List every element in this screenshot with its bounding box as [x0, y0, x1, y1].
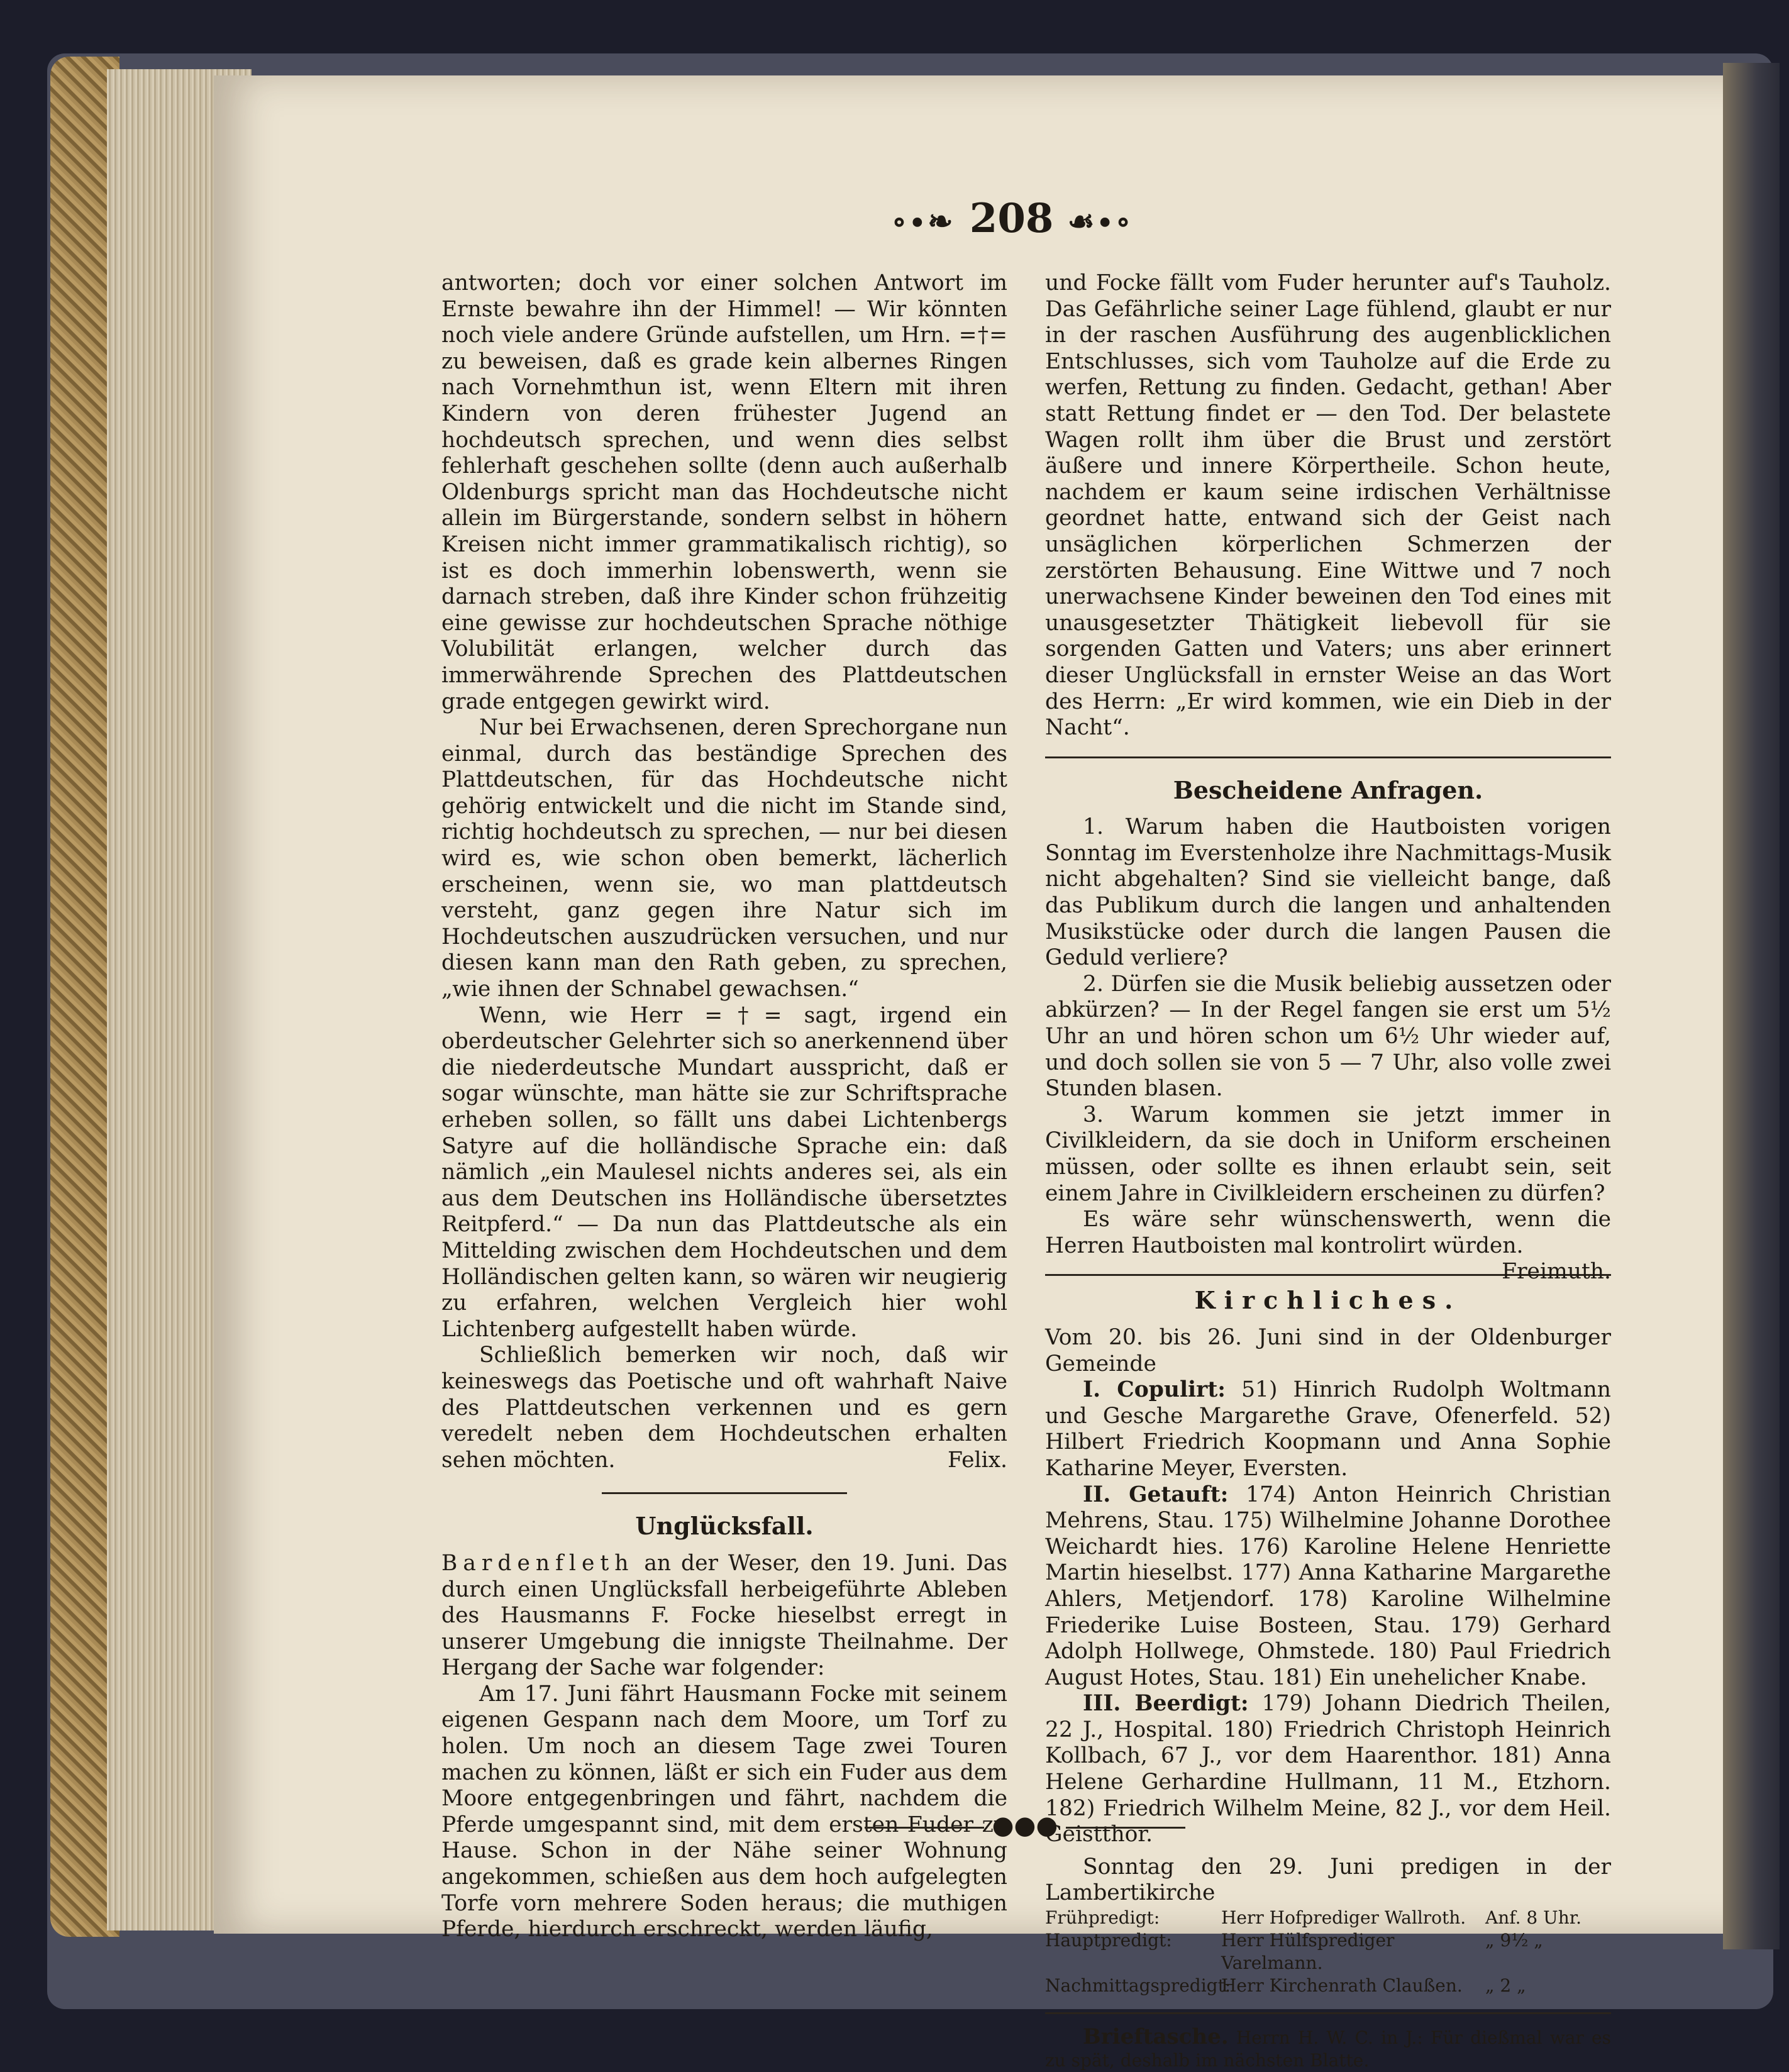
page-number: 208 [969, 195, 1054, 242]
sermon-time: „ 2 „ [1485, 1975, 1526, 1997]
sermon-row [1045, 1907, 1611, 1929]
paragraph [1045, 1377, 1611, 1482]
paragraph-text: 174) Anton Heinrich Christian Mehrens, Stau. 175) Wilhelmine Johanne Dorothee Weichardt hies. 176) Karoline Helene Henriette Martin hieselbst. 177) Anna Katharine Margarethe Ahlers, Metjendorf. 178) Karoline Wilhelmine Friederike Luise Bosteen, Stau. 179) Gerhard Adolph Hollwege, Ohmstede. 180) Paul Friedrich August Hotes, Stau. 181) Ein unehelicher Knabe. [1045, 1482, 1611, 1690]
sermon-name: Hauptpredigt: [1045, 1930, 1172, 1951]
divider [1045, 2012, 1611, 2014]
section-title-kirchliches: Kirchliches. [1194, 1286, 1462, 1315]
paragraph: 1. Warum haben die Hautboisten vorigen Sonntag im Everstenholze ihre Nachmittags-Musik nicht abgehalten? Sind sie vielleicht bange, daß das Publikum durch die langen und anhaltenden Musikstücke oder durch die langen Pausen die Geduld verliere? [1045, 814, 1611, 971]
paragraph [1045, 1482, 1611, 1692]
sermon-preacher: Herr Hülfsprediger Varelmann. [1221, 1930, 1395, 1974]
section-title-unglueck: Unglücksfall. [635, 1512, 814, 1541]
ornament-line [1066, 1827, 1185, 1829]
section-title-anfragen: Bescheidene Anfragen. [1173, 775, 1483, 804]
entry-label: I. Copulirt: [1083, 1377, 1226, 1403]
divider [1045, 756, 1611, 758]
paragraph: Wenn, wie Herr =†= sagt, irgend ein oberdeutscher Gelehrter sich so anerkennend über die niederdeutsche Mundart ausspricht, daß er sogar wünschte, man hätte sie zur Schriftsprache erheben sollen, so fällt uns dabei Lichtenbergs Satyre auf die holländische Sprache ein: daß nämlich „ein Maulesel nichts anderes sei, als ein aus dem Deutschen ins Holländische übersetztes Reitpferd.“ — Da nun das Plattdeutsche als ein Mittelding zwischen dem Hochdeutschen und dem Holländischen gelten kann, so wären wir neugierig zu erfahren, welchen Vergleich hier wohl Lichtenberg aufgestellt haben würde. [441, 1002, 1007, 1342]
right-column [1045, 270, 1611, 2072]
sermon-preacher: Herr Kirchenrath Claußen. [1221, 1975, 1463, 1997]
ornament-right-icon: ☙∙∘ [1067, 204, 1134, 240]
entry-label: Brieftasche. [1083, 2024, 1229, 2050]
paragraph: Nur bei Erwachsenen, deren Sprechorgane nun einmal, durch das beständige Sprechen des Plattdeutschen, für das Hochdeutsche nicht gehörig entwickelt und die nicht im Stande sind, richtig hochdeutsch zu sprechen, — nur bei diesen wird es, wie schon oben bemerkt, lächerlich erscheinen, wenn sie, wo man plattdeutsch versteht, ganz gegen ihre Natur sich im Hochdeutschen auszudrücken versuchen, und nur diesen kann man den Rath geben, zu sprechen, „wie ihnen der Schnabel gewachsen.“ [441, 715, 1007, 1002]
paragraph-text: an der Weser, den 19. Juni. Das durch einen Unglücksfall herbeigeführte Ableben des Hausmanns F. Focke hieselbst erregt in unserer Umgebung die innigste Theilnahme. Der Hergang der Sache war folgender: [441, 1550, 1007, 1681]
paragraph [441, 1551, 1007, 1681]
paragraph-text: 51) Hinrich Rudolph Woltmann und Gesche Margarethe Grave, Ofenerfeld. 52) Hilbert Friedrich Koopmann und Anna Sophie Katharine Meyer, Eversten. [1045, 1377, 1611, 1481]
sermon-preacher: Herr Hofprediger Wallroth. [1221, 1907, 1466, 1929]
ornament-line [865, 1827, 984, 1829]
paragraph [441, 1343, 1007, 1473]
paragraph: 2. Dürfen sie die Musik beliebig aussetzen oder abkürzen? — In der Regel fangen sie erst um 5½ Uhr an und hören schon um 6½ Uhr wieder auf, und doch sollen sie von 5 — 7 Uhr, also volle zwei Stunden blasen. [1045, 971, 1611, 1102]
paragraph-text: 179) Johann Diedrich Theilen, 22 J., Hospital. 180) Friedrich Christoph Heinrich Kollbach, 67 J., vor dem Haarenthor. 181) Anna Helene Gerhardine Hullmann, 11 M., Etzhorn. 182) Friedrich Wilhelm Meine, 82 J., vor dem Heil. Geistthor. [1045, 1691, 1612, 1848]
sermon-name: Frühpredigt: [1045, 1907, 1160, 1929]
signature: Freimuth. [1502, 1259, 1611, 1285]
entry-label: III. Beerdigt: [1083, 1691, 1249, 1717]
dateline-place: Bardenfleth [441, 1550, 634, 1576]
divider [602, 1492, 847, 1494]
paragraph [1045, 2025, 1611, 2072]
paragraph-text: Es wäre sehr wünschenswerth, wenn die Herren Hautboisten mal kontrolirt würden. [1045, 1207, 1611, 1258]
paragraph-text: Schließlich bemerken wir noch, daß wir keineswegs das Poetische und oft wahrhaft Naive des Plattdeutschen verkennen und es gern veredelt neben dem Hochdeutschen erhalten sehen möchten. [441, 1343, 1007, 1473]
sermon-time: Anf. 8 Uhr. [1485, 1907, 1581, 1929]
bottom-ornament [855, 1811, 1195, 1840]
sermon-name: Nachmittagspredigt: [1045, 1975, 1231, 1997]
page-number-header [880, 195, 1144, 242]
paragraph: antworten; doch vor einer solchen Antwort im Ernste bewahre ihn der Himmel! — Wir könnten noch viele andere Gründe aufstellen, um Hrn. =†= zu beweisen, daß es grade kein albernes Ringen nach Vornehmthun ist, wenn Eltern mit ihren Kindern von deren frühester Jugend an hochdeutsch sprechen, und wenn dies selbst fehlerhaft geschehen sollte (denn auch außerhalb Oldenburgs spricht man das Hochdeutsche nicht allein im Bürgerstande, sondern selbst in höhern Kreisen nicht immer grammatikalisch richtig), so ist es doch immerhin lobenswerth, wenn sie darnach streben, daß ihre Kinder schon frühzeitig eine gewisse zur hochdeutschen Sprache nöthige Volubilität erlangen, welcher durch das immerwährende Sprechen des Plattdeutschen grade entgegen gewirkt wird. [441, 270, 1007, 714]
sermon-time: „ 9½ „ [1485, 1930, 1543, 1951]
left-column [441, 270, 1007, 1943]
paragraph [1045, 1207, 1611, 1285]
book-gutter [1723, 63, 1780, 1949]
ornament-left-icon: ∘∙❧ [891, 204, 956, 240]
paragraph-text: Herrn H. W. C. in J.: Für dießmal war es zu spät, deshalb im nächsten Blatte. [1045, 2027, 1611, 2071]
paragraph: Am 17. Juni fährt Hausmann Focke mit seinem eigenen Gespann nach dem Moore, um Torf zu holen. Um noch an diesem Tage zwei Touren machen zu können, läßt er sich ein Fuder aus dem Moore entgegenbringen und fährt, nachdem die Pferde umgespannt sind, mit dem ersten Fuder zu Hause. Schon in der Nähe seiner Wohnung angekommen, schießen aus dem hoch aufgelegten Torfe vorn mehrere Soden heraus; die muthigen Pferde, hierdurch erschreckt, werden läufig, [441, 1681, 1007, 1942]
paragraph: 3. Warum kommen sie jetzt immer in Civilkleidern, da sie doch in Uniform erscheinen müssen, oder sollte es ihnen erlaubt sein, seit einem Jahre in Civilkleidern erscheinen zu dürfen? [1045, 1102, 1611, 1206]
sermon-row [1045, 1929, 1611, 1975]
paragraph: Vom 20. bis 26. Juni sind in der Oldenburger Gemeinde [1045, 1324, 1611, 1377]
paragraph: Sonntag den 29. Juni predigen in der Lambertikirche [1045, 1854, 1611, 1906]
ornament-dots-icon: ●●● [992, 1811, 1058, 1840]
sermon-row [1045, 1975, 1611, 1997]
entry-label: II. Getauft: [1083, 1482, 1229, 1507]
paragraph: und Focke fällt vom Fuder herunter auf's Tauholz. Das Gefährliche seiner Lage fühlend, glaubt er nur in der raschen Ausführung des augenblicklichen Entschlusses, sich vom Tauholze auf die Erde zu werfen, Rettung zu finden. Gedacht, gethan! Aber statt Rettung findet er — den Tod. Der belastete Wagen rollt ihm über die Brust und zerstört äußere und innere Körpertheile. Schon heute, nachdem er kaum seine irdischen Verhältnisse geordnet hatte, entwand sich der Geist nach unsäglichen körperlichen Schmerzen der zerstörten Behausung. Eine Wittwe und 7 noch unerwachsene Kinder beweinen den Tod eines mit unausgesetzter Thätigkeit liebevoll für sie sorgenden Gatten und Vaters; uns aber erinnert dieser Unglücksfall in ernster Weise an das Wort des Herrn: „Er wird kommen, wie ein Dieb in der Nacht“. [1045, 270, 1611, 741]
signature: Felix. [948, 1447, 1007, 1473]
